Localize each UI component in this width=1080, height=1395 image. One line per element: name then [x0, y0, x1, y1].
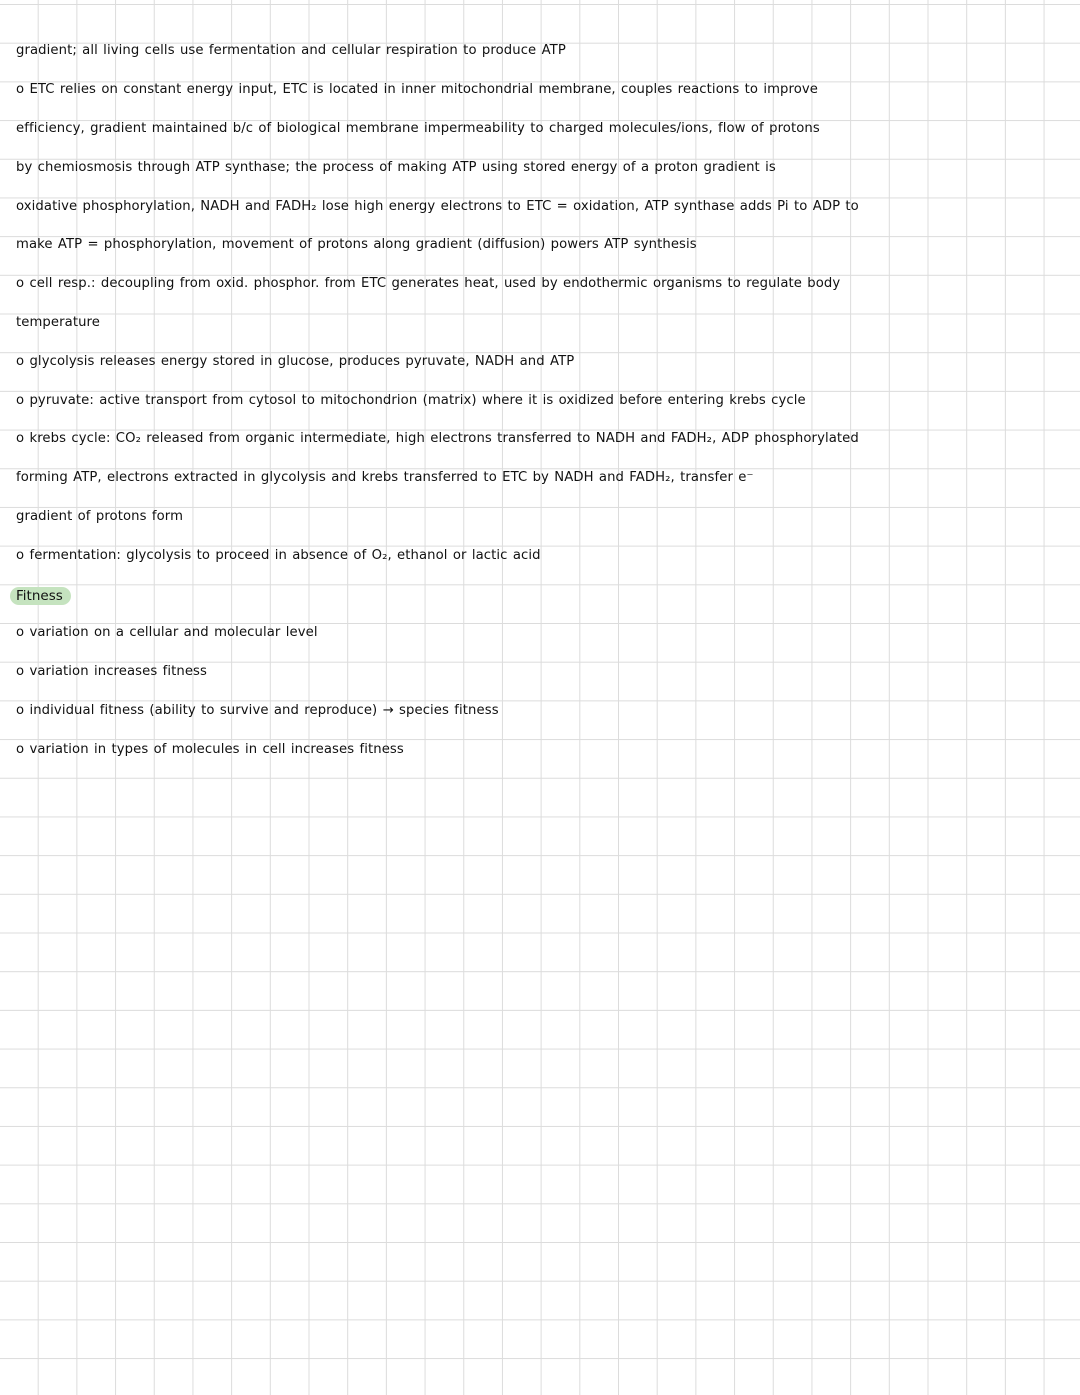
note-line-8: temperature — [16, 315, 100, 330]
fitness-line-1: o variation on a cellular and molecular level — [16, 625, 318, 640]
fitness-line-3: o individual fitness (ability to survive and reproduce) → species fitness — [16, 703, 499, 718]
note-line-13: gradient of protons form — [16, 509, 184, 524]
note-line-7: o cell resp.: decoupling from oxid. phosphor. from ETC generates heat, used by endothermic organisms to regulate body — [16, 276, 841, 291]
note-line-9: o glycolysis releases energy stored in glucose, produces pyruvate, NADH and ATP — [16, 354, 575, 369]
fitness-line-4: o variation in types of molecules in cell increases fitness — [16, 742, 404, 757]
note-line-10: o pyruvate: active transport from cytosol to mitochondrion (matrix) where it is oxidized before entering krebs cycle — [16, 393, 806, 408]
note-line-3: efficiency, gradient maintained b/c of biological membrane impermeability to charged molecules/ions, flow of protons — [16, 121, 820, 136]
fitness-heading-row — [10, 582, 71, 608]
note-line-5: oxidative phosphorylation, NADH and FADH₂ lose high energy electrons to ETC = oxidation, ATP synthase adds Pi to ADP to — [16, 199, 859, 214]
note-line-12: forming ATP, electrons extracted in glycolysis and krebs transferred to ETC by NADH and FADH₂, transfer e⁻ — [16, 470, 754, 485]
fitness-heading: Fitness — [10, 587, 71, 605]
note-line-1: gradient; all living cells use fermentation and cellular respiration to produce ATP — [16, 43, 566, 58]
fitness-line-2: o variation increases fitness — [16, 664, 208, 679]
note-line-4: by chemiosmosis through ATP synthase; the process of making ATP using stored energy of a proton gradient is — [16, 160, 776, 175]
note-line-14: o fermentation: glycolysis to proceed in absence of O₂, ethanol or lactic acid — [16, 548, 541, 563]
note-line-6: make ATP = phosphorylation, movement of protons along gradient (diffusion) powers ATP synthesis — [16, 237, 697, 252]
note-line-2: o ETC relies on constant energy input, ETC is located in inner mitochondrial membrane, couples reactions to improve — [16, 82, 819, 97]
note-line-11: o krebs cycle: CO₂ released from organic intermediate, high electrons transferred to NADH and FADH₂, ADP phosphorylated — [16, 431, 859, 446]
